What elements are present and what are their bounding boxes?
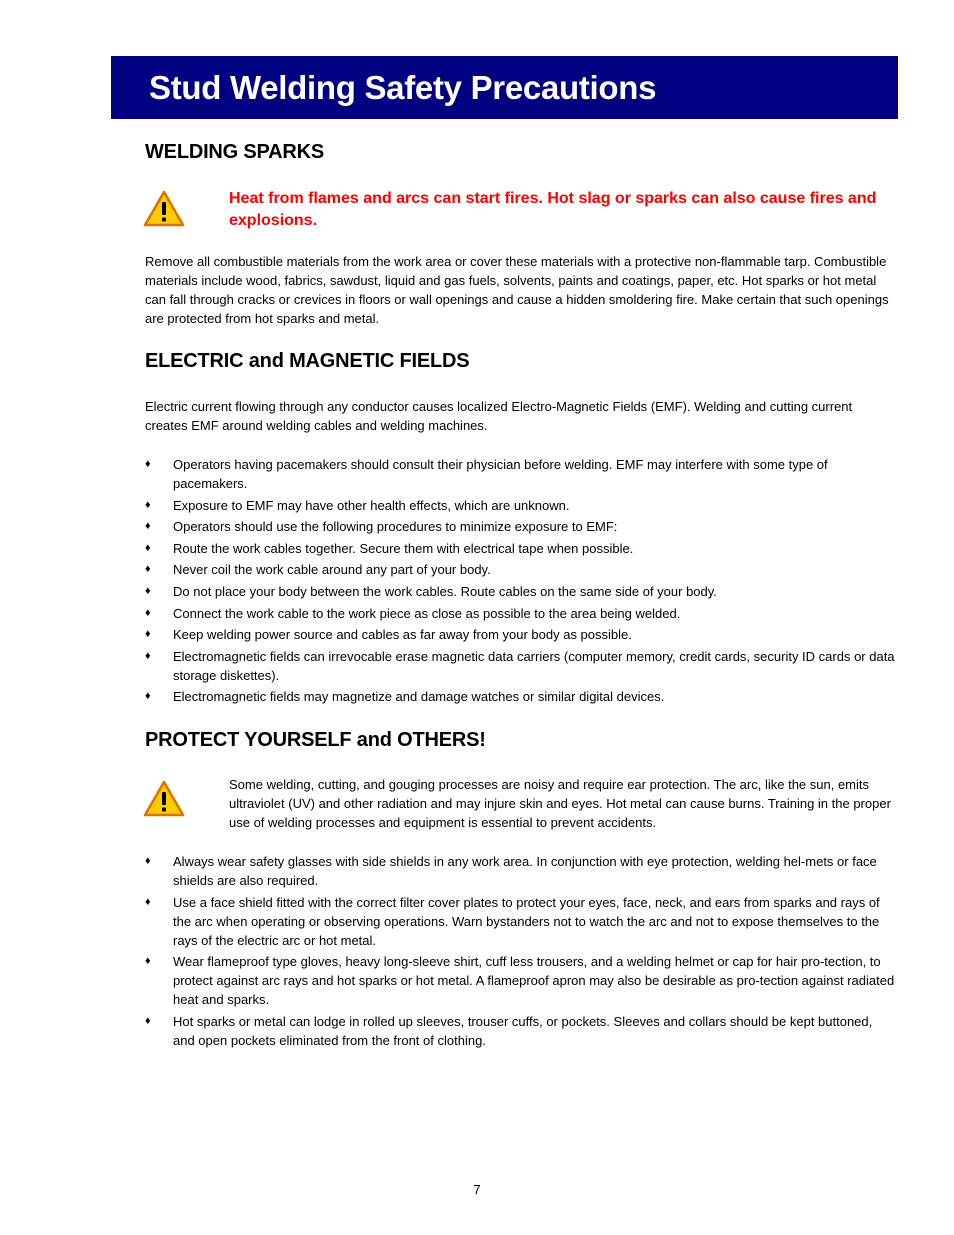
- list-item: ♦ Connect the work cable to the work piece as close as possible to the area being welded.: [145, 605, 681, 621]
- list-item: ♦ Keep welding power source and cables as far away from your body as possible.: [145, 627, 632, 643]
- heading-emf: ELECTRIC and MAGNETIC FIELDS: [145, 350, 470, 372]
- warning-triangle-icon: [143, 780, 185, 818]
- bullet-icon: ♦: [145, 649, 151, 662]
- list-item: ♦ Electromagnetic fields can irrevocable erase magnetic data carriers (computer memory, credit cards, security ID cards or data storage diskettes).: [145, 648, 895, 683]
- bullet-icon: ♦: [145, 955, 151, 968]
- list-item: ♦ Exposure to EMF may have other health effects, which are unknown.: [145, 497, 570, 513]
- list-item: ♦ Operators should use the following procedures to minimize exposure to EMF:: [145, 519, 618, 535]
- list-item: ♦ Electromagnetic fields may magnetize and damage watches or similar digital devices.: [145, 689, 665, 705]
- emf-paragraph: Electric current flowing through any conductor causes localized Electro-Magnetic Fields (EMF). Welding and cutting current creates EMF around welding cables and welding machines.: [145, 399, 853, 433]
- list-item: ♦ Operators having pacemakers should consult their physician before welding. EMF may interfere with some type of pacemakers.: [145, 457, 828, 491]
- bullet-icon: ♦: [145, 690, 151, 703]
- bullet-icon: ♦: [145, 584, 151, 597]
- page-number: 7: [473, 1182, 481, 1197]
- list-item: ♦ Route the work cables together. Secure them with electrical tape when possible.: [145, 540, 634, 556]
- fire-warning-text: Heat from flames and arcs can start fires. Hot slag or sparks can also cause fires and explosions.: [229, 190, 877, 229]
- bullet-icon: ♦: [145, 541, 151, 554]
- bullet-icon: ♦: [145, 520, 151, 533]
- emf-bullet-list: [145, 455, 897, 709]
- list-item: ♦ Hot sparks or metal can lodge in rolled up sleeves, trouser cuffs, or pockets. Sleeves and collars should be kept buttoned, and open pockets eliminated from the front of clothing.: [145, 1013, 873, 1048]
- bullet-icon: ♦: [145, 1014, 151, 1027]
- list-item: ♦ Wear flameproof type gloves, heavy long-sleeve shirt, cuff less trousers, and a welding helmet or cap for hair pro-tection, to protect against arc rays and hot sparks or hot metal. A flameproof apron may also be desirable as pro-tection against radiated heat and sparks.: [145, 954, 895, 1008]
- heading-welding-sparks: WELDING SPARKS: [145, 141, 325, 163]
- list-item: ♦ Never coil the work cable around any part of your body.: [145, 562, 491, 578]
- sparks-paragraph: Remove all combustible materials from the work area or cover these materials with a protective non-flammable tarp. Combustible materials include wood, fabrics, sawdust, liquid and gas fuels, solvents, paints and coatings, paper, etc. Hot sparks or hot metal can fall through cracks or crevices in floors or wall openings and cause a hidden smoldering fire. Make certain that such openings are protected from hot sparks and metal.: [145, 254, 889, 326]
- title-banner: [111, 56, 898, 119]
- protect-bullet-list: [145, 852, 897, 1052]
- list-item: ♦ Always wear safety glasses with side shields in any work area. In conjunction with eye protection, welding hel-mets or face shields are also required.: [145, 854, 877, 888]
- bullet-icon: ♦: [145, 563, 151, 576]
- bullet-icon: ♦: [145, 855, 151, 867]
- heading-protect: PROTECT YOURSELF and OTHERS!: [145, 729, 486, 751]
- bullet-icon: ♦: [145, 606, 151, 619]
- bullet-icon: ♦: [145, 895, 151, 908]
- list-item: ♦ Do not place your body between the work cables. Route cables on the same side of your body.: [145, 583, 717, 599]
- warning-triangle-icon: [143, 190, 185, 228]
- list-item: ♦ Use a face shield fitted with the correct filter cover plates to protect your eyes, face, neck, and ears from sparks and rays of the arc when operating or observing operations. Warn bystanders not to watch the arc and not to expose themselves to the rays of the electric arc or hot metal.: [145, 894, 880, 948]
- bullet-icon: ♦: [145, 458, 151, 470]
- bullet-icon: ♦: [145, 628, 151, 641]
- bullet-icon: ♦: [145, 498, 151, 511]
- protect-warning-paragraph: Some welding, cutting, and gouging processes are noisy and require ear protection. The arc, like the sun, emits ultraviolet (UV) and other radiation and may injure skin and eyes. Hot metal can cause burns. Training in the proper use of welding processes and equipment is essential to prevent accidents.: [229, 777, 891, 830]
- page-title: Stud Welding Safety Precautions: [149, 69, 657, 106]
